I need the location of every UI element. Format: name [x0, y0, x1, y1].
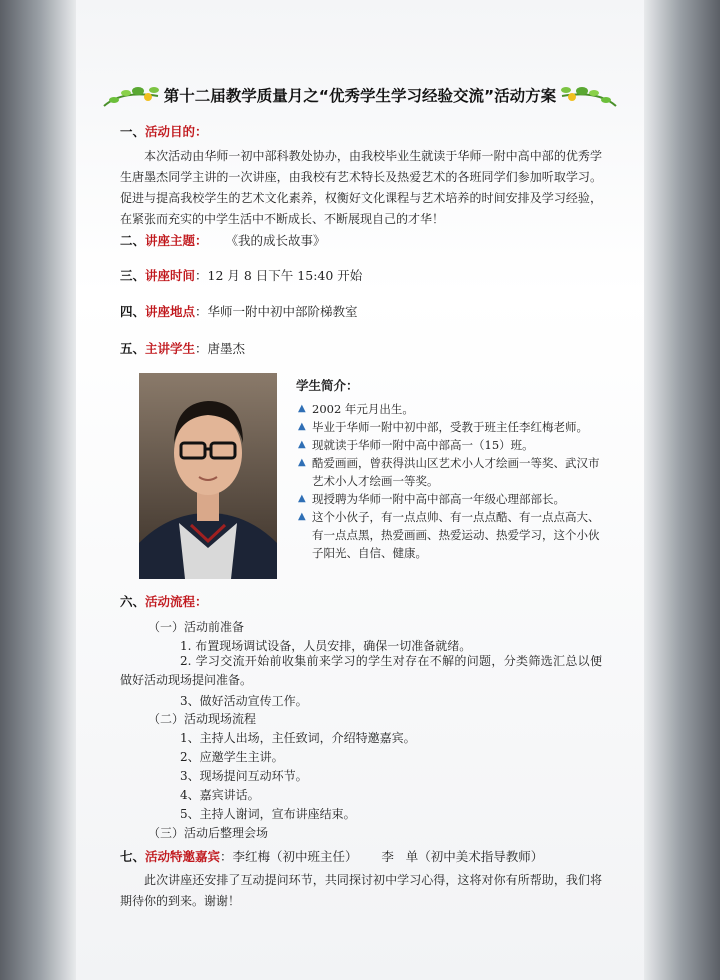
bio-item-text: 酷爱画画，曾获得洪山区艺术小人才绘画一等奖、武汉市艺术小人才绘画一等奖。	[312, 456, 600, 488]
place-value: ：华师一附中初中部阶梯教室	[195, 304, 358, 319]
section-number: 六、	[120, 594, 146, 609]
section-label: 讲座地点	[145, 304, 196, 319]
flow-live-item: 3、现场提问互动环节。	[180, 769, 308, 783]
section-label: 活动特邀嘉宾	[145, 849, 221, 864]
section-number: 一、	[120, 124, 146, 139]
section-number: 五、	[120, 341, 146, 356]
section-guests-heading	[120, 847, 543, 865]
flow-live-heading: （二）活动现场流程	[148, 712, 257, 726]
time-value: ：12 月 8 日下午 15:40 开始	[195, 268, 363, 283]
section-label: 活动流程：	[145, 594, 208, 609]
bio-title: 学生简介：	[296, 378, 359, 393]
section-speaker-heading	[120, 339, 245, 357]
guests-value: ：李红梅（初中班主任） 李 单（初中美术指导教师）	[220, 849, 544, 864]
purpose-paragraph	[120, 146, 602, 230]
section-purpose-heading	[120, 122, 208, 140]
section-label: 主讲学生	[145, 341, 196, 356]
list-item	[298, 454, 608, 490]
triangle-bullet-icon: ▲	[298, 421, 306, 432]
flow-live-item: 5、主持人谢词，宣布讲座结束。	[180, 807, 356, 821]
triangle-bullet-icon: ▲	[298, 511, 306, 522]
topic-value: 《我的成长故事》	[225, 233, 326, 248]
list-item	[298, 508, 608, 562]
section-flow-heading	[120, 592, 208, 610]
student-photo	[139, 373, 277, 579]
triangle-bullet-icon: ▲	[298, 457, 306, 468]
document-page	[76, 0, 644, 980]
triangle-bullet-icon: ▲	[298, 403, 306, 414]
section-time-heading	[120, 266, 362, 284]
triangle-bullet-icon: ▲	[298, 493, 306, 504]
vine-left-icon	[102, 80, 160, 110]
triangle-bullet-icon: ▲	[298, 439, 306, 450]
bio-list	[298, 400, 608, 562]
flow-pre-item: 1. 布置现场调试设备，人员安排，确保一切准备就绪。	[180, 639, 472, 653]
section-number: 四、	[120, 304, 146, 319]
flow-live-item: 2、应邀学生主讲。	[180, 750, 284, 764]
flow-pre-item-2	[120, 652, 602, 690]
list-item	[298, 400, 608, 418]
bio-item-text: 现就读于华师一附中高中部高一（15）班。	[312, 438, 534, 452]
section-label: 讲座主题：	[145, 233, 208, 248]
section-topic-heading	[120, 231, 326, 249]
bio-item-text: 现授聘为华师一附中高中部高一年级心理部部长。	[312, 492, 565, 506]
closing-text: 此次讲座还安排了互动提问环节，共同探讨初中学习心得，这将对你有所帮助，我们将期待你的到来。谢谢！	[120, 873, 602, 908]
bio-item-text: 2002 年元月出生。	[312, 402, 414, 416]
section-number: 二、	[120, 233, 146, 248]
section-place-heading	[120, 302, 358, 320]
flow-live-item: 4、嘉宾讲话。	[180, 788, 260, 802]
flow-pre-item: 3、做好活动宣传工作。	[180, 694, 308, 708]
flow-live-item: 1、主持人出场，主任致词，介绍特邀嘉宾。	[180, 731, 416, 745]
flow-pre-item-text: 2. 学习交流开始前收集前来学习的学生对存在不解的问题，分类筛选汇总以便做好活动现场提问准备。	[120, 654, 602, 687]
bio-item-text: 毕业于华师一附中初中部，受教于班主任李红梅老师。	[312, 420, 588, 434]
flow-post-heading: （三）活动后整理会场	[148, 826, 269, 840]
list-item	[298, 436, 608, 454]
list-item	[298, 418, 608, 436]
vine-right-icon	[560, 80, 618, 110]
speaker-value: ：唐墨杰	[195, 341, 246, 356]
student-portrait-image	[139, 373, 277, 579]
bio-item-text: 这个小伙子，有一点点帅、有一点点酷、有一点点高大、有一点点黑，热爱画画、热爱运动、热爱学习，这个小伙子阳光、自信、健康。	[312, 510, 600, 560]
section-number: 三、	[120, 268, 146, 283]
purpose-text: 本次活动由华师一初中部科教处协办，由我校毕业生就读于华师一附中高中部的优秀学生唐墨杰同学主讲的一次讲座，由我校有艺术特长及热爱艺术的各班同学们参加听取学习。促进与提高我校学生的艺术文化素养，权衡好文化课程与艺术培养的时间安排及学习经验，在紧张而充实的中学生活中不断成长、不断展现自己的才华！	[120, 149, 602, 226]
flow-pre-heading: （一）活动前准备	[148, 620, 245, 634]
closing-paragraph	[120, 870, 602, 912]
section-number: 七、	[120, 849, 146, 864]
section-label: 活动目的：	[145, 124, 208, 139]
title-row	[92, 80, 628, 110]
list-item	[298, 490, 608, 508]
page-title: 第十二届教学质量月之“优秀学生学习经验交流”活动方案	[163, 87, 557, 105]
section-label: 讲座时间	[145, 268, 196, 283]
